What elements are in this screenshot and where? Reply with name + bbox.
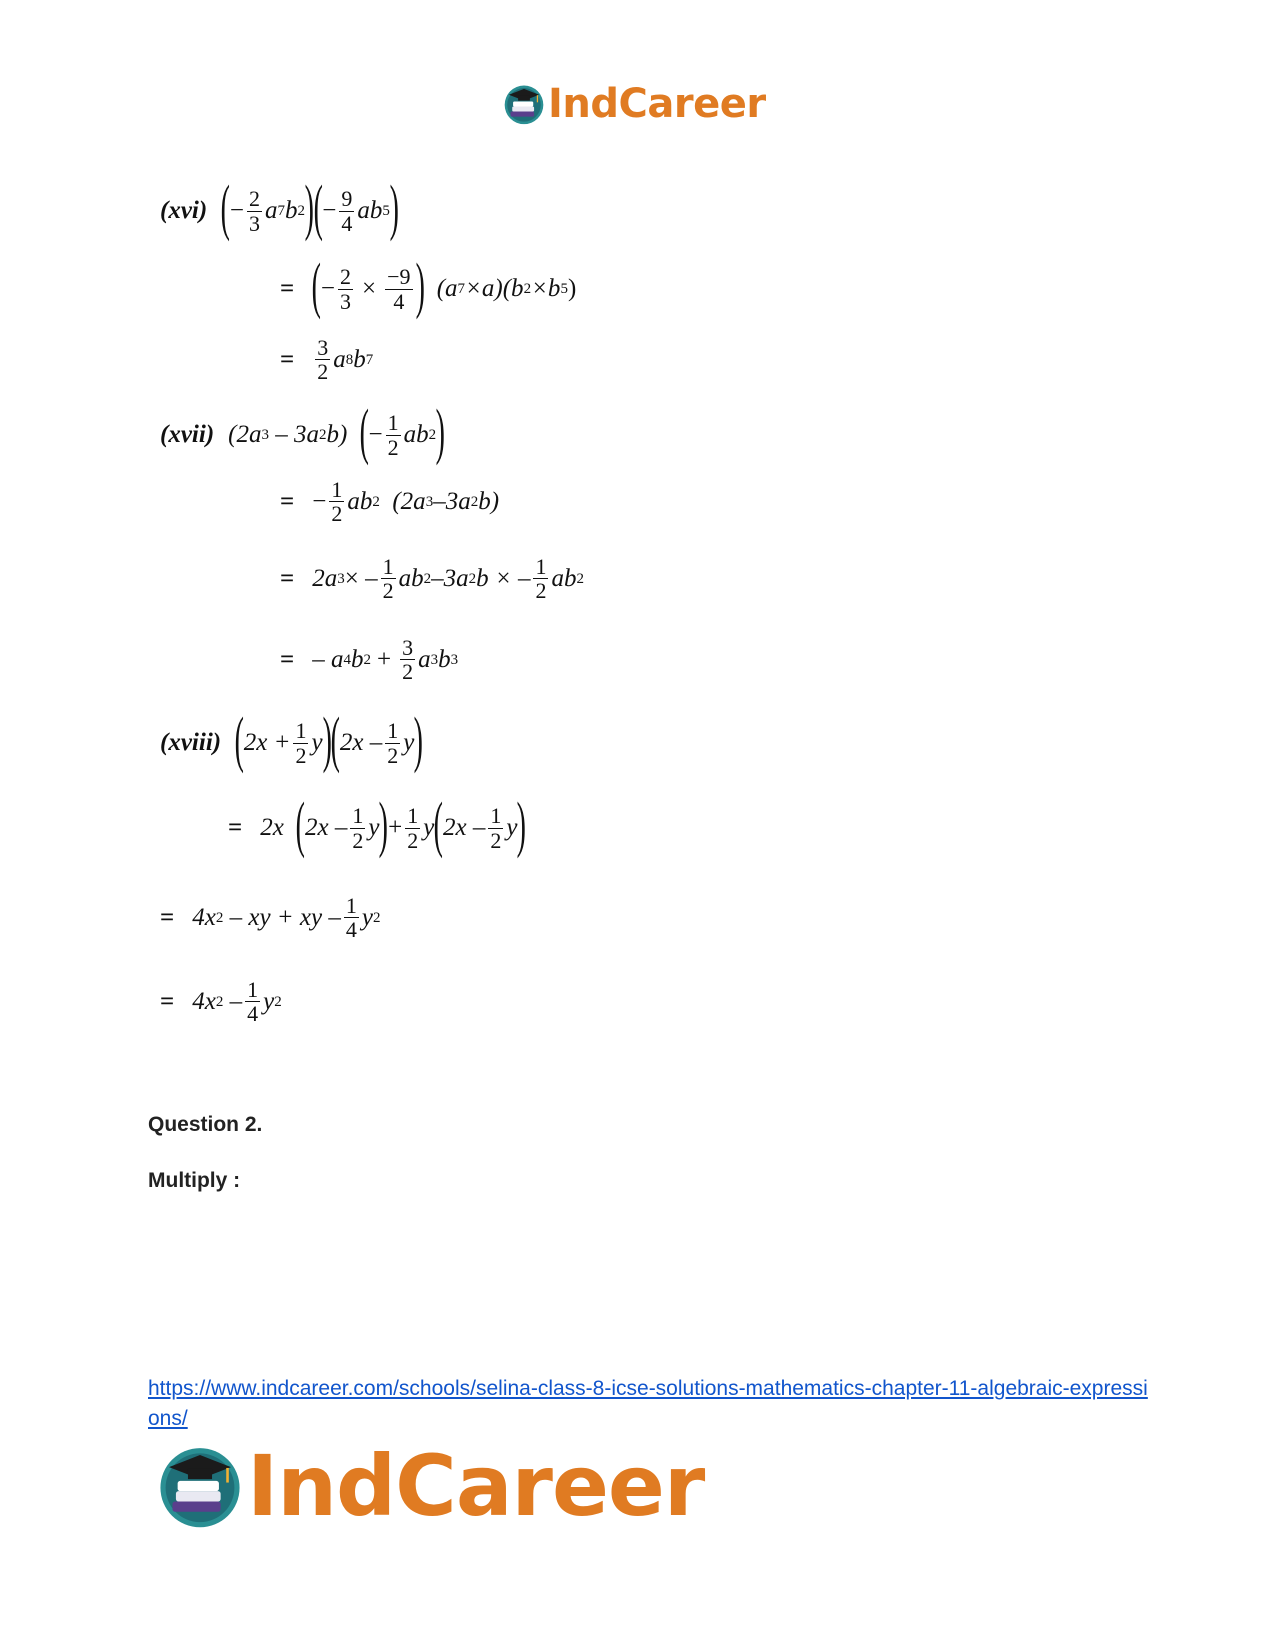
part-label: (xviii) xyxy=(160,729,222,756)
solution-xviii-line-1: (xviii) ( 2x + $\frac{1}{2}$ y ) ( 2x – $\frac{1}{2}$ y ) xyxy=(160,706,424,774)
solution-xviii-line-4: = 4x 2 – $\frac{1}{4}$ y 2 xyxy=(160,977,282,1027)
fraction: $\frac{9}{4}$ xyxy=(341,186,353,236)
fraction: $\frac{1}{2}$ xyxy=(352,803,364,853)
part-label: (xvii) xyxy=(160,421,215,448)
graduation-cap-books-icon xyxy=(157,1443,243,1529)
fraction: $\frac{1}{2}$ xyxy=(535,554,547,604)
solution-xvi-line-3: = $\frac{3}{2}$ a 8 b 7 xyxy=(280,335,374,385)
solution-xvi-line-2: = ( − $\frac{2}{3}$ × $\frac{-9}{4}$ ) (a 7 ×a)(b 2 ×b 5 ) xyxy=(280,252,577,320)
solution-xvii-line-2: = − $\frac{1}{2}$ ab 2 (2a 3 –3a 2 b) xyxy=(280,477,500,527)
fraction: $\frac{1}{2}$ xyxy=(407,803,419,853)
solution-xvi-line-1: (xvi) ( − $\frac{2}{3}$ a 7 b 2 ) ( − $\frac{9}{4}$ ab 5 ) xyxy=(160,174,399,242)
question-title: Question 2. xyxy=(148,1113,263,1136)
solution-xviii-line-2: = 2x ( 2x – $\frac{1}{2}$ y ) + $\frac{1}{2}$ y ( 2x – $\frac{1}{2}$ y ) xyxy=(228,791,527,859)
fraction: $\frac{3}{2}$ xyxy=(402,635,414,685)
fraction: $\frac{1}{4}$ xyxy=(247,977,259,1027)
fraction: $\frac{1}{2}$ xyxy=(387,410,399,460)
fraction: $\frac{2}{3}$ xyxy=(340,264,352,314)
source-link[interactable]: https://www.indcareer.com/schools/selina-class-8-icse-solutions-mathematics-chapter-11-algebraic-expressions/ xyxy=(148,1377,1148,1430)
solution-xvii-line-1: (xvii) (2a 3 – 3a 2 b) ( − $\frac{1}{2}$ ab 2 ) xyxy=(160,398,446,466)
fraction: $\frac{1}{4}$ xyxy=(345,893,357,943)
solution-xvii-line-4: = – a 4 b 2 + $\frac{3}{2}$ a 3 b 3 xyxy=(280,635,459,685)
footer-logo-text: IndCareer xyxy=(247,1437,705,1535)
header-logo xyxy=(503,80,766,128)
fraction: $\frac{1}{2}$ xyxy=(295,718,307,768)
question-instruction: Multiply : xyxy=(148,1169,241,1192)
footer-logo xyxy=(157,1437,705,1535)
part-label: (xvi) xyxy=(160,197,208,224)
fraction: $\frac{2}{3}$ xyxy=(248,186,260,236)
fraction: $\frac{1}{2}$ xyxy=(382,554,394,604)
fraction: $\frac{1}{2}$ xyxy=(331,477,343,527)
fraction: $\frac{3}{2}$ xyxy=(317,335,329,385)
fraction: $\frac{1}{2}$ xyxy=(387,718,399,768)
fraction: $\frac{1}{2}$ xyxy=(490,803,502,853)
solution-xviii-line-3: = 4x 2 – xy + xy – $\frac{1}{4}$ y 2 xyxy=(160,893,381,943)
header-logo-text: IndCareer xyxy=(548,81,766,127)
graduation-cap-books-icon xyxy=(503,83,545,125)
solution-xvii-line-3: = 2a 3 × – $\frac{1}{2}$ ab 2 –3a 2 b × – $\frac{1}{2}$ ab 2 xyxy=(280,554,584,604)
fraction: $\frac{-9}{4}$ xyxy=(387,264,411,314)
